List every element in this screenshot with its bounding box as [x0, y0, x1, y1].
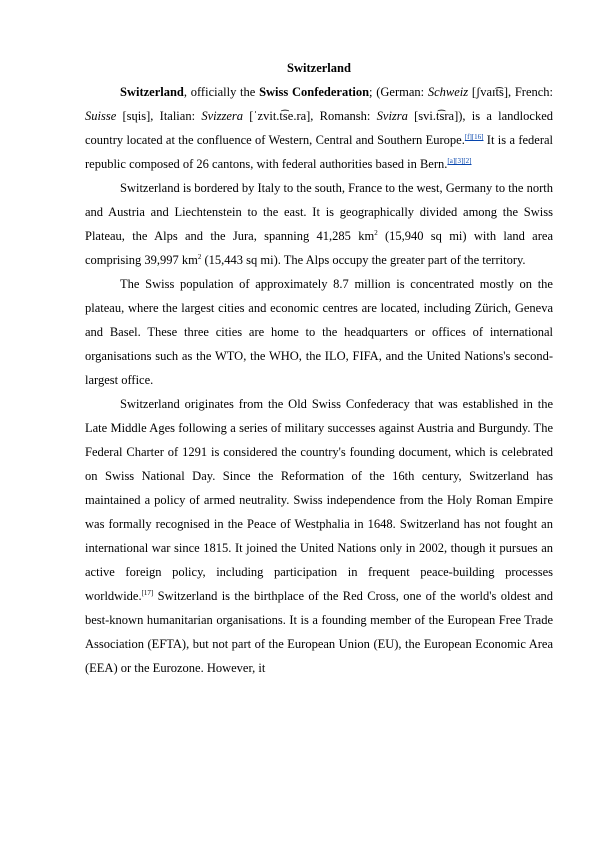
citation-link[interactable]: [a][3][2] — [447, 156, 472, 165]
italic-term: Schweiz — [427, 85, 469, 99]
text-run: (15,443 sq mi). The Alps occupy the greater part of the territory. — [201, 253, 526, 267]
document-page — [85, 56, 553, 680]
text-run: , officially the — [183, 85, 260, 99]
text-run: The Swiss population of approximately 8.7 million is concentrated mostly on the plateau, where the largest cities and economic centres are located, including Zürich, Geneva and Basel. These three cities are home to the headquarters or offices of international organisations such as the WTO, the WHO, the ILO, FIFA, and the United Nations's second-largest office. — [85, 277, 553, 387]
text-run: Switzerland originates from the Old Swiss Confederacy that was established in the Late Middle Ages following a series of military successes against Austria and Burgundy. The Federal Charter of 1291 is considered the country's founding document, which is celebrated on Swiss National Day. Since the Reformation of the 16th century, Switzerland has maintained a policy of armed neutrality. Swiss independence from the Holy Roman Empire was formally recognised in the Peace of Westphalia in 1648. Switzerland has not fought an international war since 1815. It joined the United Nations only in 2002, though it pursues an active foreign policy, including participation in frequent peace-building processes worldwide. — [85, 397, 553, 603]
superscript: 2 — [374, 228, 378, 237]
text-run: [sɥis], Italian: — [116, 109, 202, 123]
bold-term: Swiss Confederation — [259, 85, 370, 99]
text-run: It is a federal republic composed of 26 cantons, with federal authorities based in Bern. — [85, 133, 554, 171]
paragraph — [85, 392, 553, 680]
paragraph — [85, 176, 553, 272]
text-run: ; (German: — [369, 85, 428, 99]
text-run: [ʃvaɪ͡ts], French: — [468, 85, 554, 99]
page-title: Switzerland — [287, 61, 351, 75]
paragraph — [85, 272, 553, 392]
bold-term: Switzerland — [120, 85, 184, 99]
italic-term: Suisse — [85, 109, 117, 123]
text-run: Switzerland is the birthplace of the Red Cross, one of the world's oldest and best-known humanitarian organisations. It is a founding member of the European Free Trade Association (EFTA), but not part of the European Union (EU), the European Economic Area (EEA) or the Eurozone. However, it — [85, 589, 553, 675]
text-run: [svi.t͡sra]), is a landlocked country located at the confluence of Western, Central and Southern Europe. — [85, 109, 553, 147]
article-body — [85, 80, 553, 680]
text-run: [ˈzvit.t͡se.ra], Romansh: — [242, 109, 377, 123]
superscript: 2 — [197, 252, 202, 261]
citation-link[interactable]: [f][16] — [464, 132, 484, 141]
text-run: Switzerland is bordered by Italy to the south, France to the west, Germany to the north and Austria and Liechtenstein to the east. It is geographically divided among the Swiss Plateau, the Alps and the Jura, spanning 41,285 km — [85, 181, 553, 243]
superscript: [17] — [141, 588, 154, 597]
italic-term: Svizzera — [201, 109, 243, 123]
italic-term: Svizra — [376, 109, 408, 123]
text-run: (15,940 sq mi) with land area comprising 39,997 km — [85, 229, 553, 267]
paragraph — [85, 80, 553, 176]
